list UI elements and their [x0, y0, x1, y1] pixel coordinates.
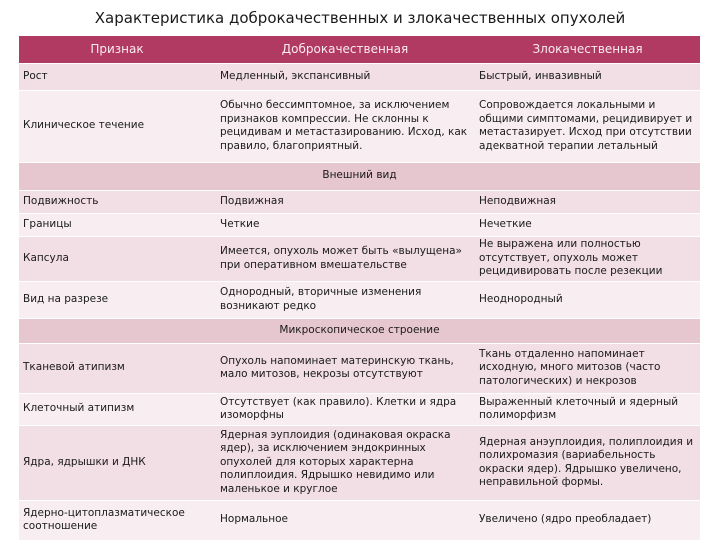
row-benign: Подвижная	[220, 194, 284, 207]
section-microscopic	[19, 318, 700, 343]
row-benign: Отсутствует (как правило). Клетки и ядра изоморфны	[220, 395, 457, 421]
row-divider	[19, 190, 700, 191]
row-divider	[19, 318, 700, 319]
row-benign: Ядерная эуплоидия (одинаковая окраска ядер), за исключением эндокринных опухолей для которых характерна полиплоидия. Ядрышко невидимо или маленькое и круглое	[220, 428, 451, 495]
row-divider	[19, 236, 700, 237]
row-label: Вид на разрезе	[23, 292, 109, 305]
row-benign: Нормальное	[220, 513, 288, 526]
section-title: Внешний вид	[322, 169, 397, 182]
row-label: Тканевой атипизм	[23, 361, 125, 374]
row-divider	[19, 90, 700, 91]
row-divider	[19, 343, 700, 344]
row-benign: Опухоль напоминает материнскую ткань, мало митозов, некрозы отсутствуют	[220, 354, 454, 380]
row-malignant: Выраженный клеточный и ядерный полиморфизм	[479, 395, 679, 421]
row-divider	[19, 281, 700, 282]
row-label: Клеточный атипизм	[23, 402, 135, 415]
row-label: Ядерно-цитоплазматическое соотношение	[23, 506, 185, 532]
header-malignant: Злокачественная	[532, 41, 643, 56]
row-label: Ядра, ядрышки и ДНК	[23, 455, 146, 468]
table-row-mobility	[19, 190, 700, 213]
page-title: Характеристика доброкачественных и злокачественных опухолей	[94, 9, 626, 27]
row-malignant: Не выражена или полностью отсутствует, опухоль может рецидивировать после резекции	[479, 238, 663, 278]
row-malignant: Неоднородный	[479, 292, 563, 305]
table-row-cut	[19, 281, 700, 318]
table-header	[19, 36, 700, 63]
header-feature: Признак	[90, 41, 144, 56]
section-title: Микроскопическое строение	[279, 323, 440, 336]
row-divider	[19, 162, 700, 163]
row-malignant: Ядерная анэуплоидия, полиплоидия и полихромазия (вариабельность окраски ядер). Ядрышко увеличено, неправильной формы.	[479, 435, 694, 488]
row-malignant: Неподвижная	[479, 194, 556, 207]
row-malignant: Ткань отдаленно напоминает исходную, много митозов (часто патологических) и некрозов	[479, 347, 661, 387]
row-label: Подвижность	[23, 194, 99, 207]
header-benign: Доброкачественная	[281, 41, 409, 56]
row-benign: Обычно бессимптомное, за исключением признаков компрессии. Не склонны к рецидивам и метастазированию. Исход, как правило, благоприятный.	[220, 99, 468, 152]
row-divider	[19, 500, 700, 501]
row-divider	[19, 425, 700, 426]
row-divider	[19, 213, 700, 214]
row-malignant: Сопровождается локальными и общими симптомами, рецидивирует и метастазирует. Исход при отсутствии адекватной терапии летальный	[479, 99, 693, 152]
table-row-ratio	[19, 500, 700, 540]
row-benign: Медленный, экспансивный	[220, 69, 371, 82]
row-benign: Имеется, опухоль может быть «вылущена» при оперативном вмешательстве	[220, 245, 462, 271]
row-label: Рост	[23, 69, 48, 82]
row-benign: Однородный, вторичные изменения возникают редко	[220, 286, 422, 312]
row-malignant: Увеличено (ядро преобладает)	[479, 513, 652, 526]
table-row-nuclei	[19, 425, 700, 500]
row-label: Клиническое течение	[23, 119, 145, 132]
row-benign: Четкие	[220, 217, 260, 230]
table-row-course	[19, 90, 700, 162]
table-row-tissue-atypism	[19, 343, 700, 393]
table-row-cell-atypism	[19, 393, 700, 425]
table-row-capsule	[19, 236, 700, 281]
row-malignant: Нечеткие	[479, 217, 532, 230]
row-divider	[19, 63, 700, 64]
row-malignant: Быстрый, инвазивный	[479, 69, 602, 82]
table-row-borders	[19, 213, 700, 236]
row-divider	[19, 393, 700, 394]
table-row-growth	[19, 63, 700, 90]
row-label: Границы	[23, 217, 72, 230]
section-appearance	[19, 162, 700, 190]
row-label: Капсула	[23, 251, 69, 264]
